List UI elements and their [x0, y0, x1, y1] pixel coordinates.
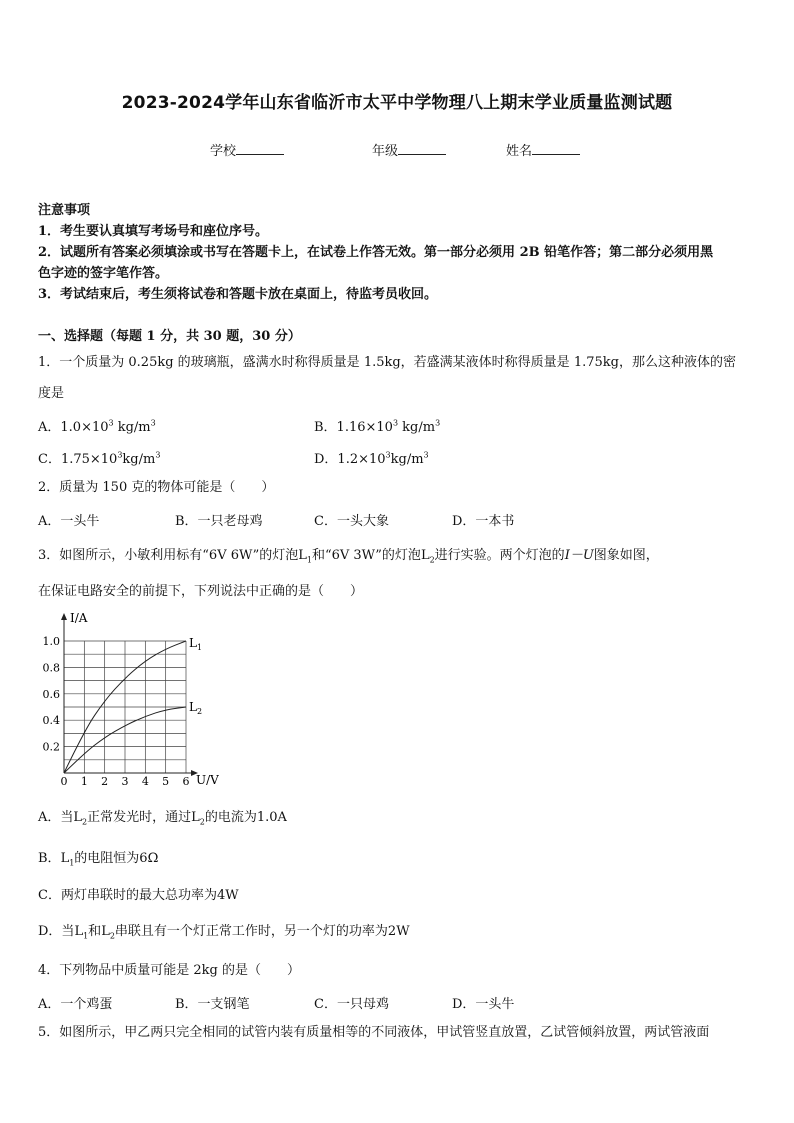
q2-option-b: B．一只老母鸡 [175, 514, 263, 529]
name-label: 姓名 [506, 144, 533, 159]
x-tick-label: 6 [182, 775, 190, 788]
y-axis-label: I/A [70, 611, 88, 625]
x-tick-label: 1 [80, 775, 88, 788]
q1-option-a: A．$1.0\times 10^3$ $kg/m^3$ [38, 418, 156, 435]
notice-item-2: 2．试题所有答案必须填涂或书写在答题卡上，在试卷上作答无效。第一部分必须用 2B 铅笔作答；第二部分必须用黑 [38, 245, 714, 260]
notice-heading: 注意事项 [38, 203, 91, 218]
x-tick-label: 3 [121, 775, 129, 788]
q1-option-c: C．$1.75\times 10^3kg/m^3$ [38, 450, 161, 467]
q3-option-c: C．两灯串联时的最大总功率为4W [38, 888, 239, 903]
q2-stem: 2．质量为 150 克的物体可能是（ ） [38, 480, 275, 495]
y-tick-label: 0.2 [42, 740, 60, 754]
section-heading: 一、选择题（每题 1 分，共 30 题，30 分） [38, 329, 301, 344]
school-blank [236, 142, 284, 155]
curve-l1-label: $L_1$ [189, 636, 203, 652]
q3-option-a: A．当$L_2$正常发光时，通过$L_2$的电流为1.0A [38, 810, 287, 827]
q1-stem: 1．一个质量为 0.25kg 的玻璃瓶，盛满水时称得质量是 1.5kg，若盛满某液体时称得质量是 1.75kg，那么这种液体的密 [38, 355, 736, 370]
q4-stem: 4．下列物品中质量可能是 2kg 的是（ ） [38, 963, 301, 978]
q1-option-d: D．$1.2\times 10^3kg/m^3$ [314, 450, 429, 467]
curve-l2-label: $L_2$ [189, 700, 203, 716]
school-label: 学校 [210, 144, 237, 159]
q2-option-c: C．一头大象 [314, 514, 389, 529]
q5-stem: 5．如图所示，甲乙两只完全相同的试管内装有质量相等的不同液体，甲试管竖直放置，乙试管倾斜放置，两试管液面 [38, 1025, 710, 1040]
q3-option-b: B．$L_1$的电阻恒为6Ω [38, 851, 159, 868]
x-tick-label: 5 [162, 775, 170, 788]
x-tick-label: 4 [141, 775, 149, 788]
x-tick-label: 0 [60, 775, 68, 788]
grade-label: 年级 [372, 144, 399, 159]
y-tick-label: 1.0 [42, 635, 60, 648]
grid [64, 641, 186, 773]
q1-stem-cont: 度是 [38, 386, 65, 401]
grade-field [372, 140, 446, 159]
name-blank [532, 142, 580, 155]
school-field [210, 140, 284, 159]
q4-option-a: A．一个鸡蛋 [38, 997, 113, 1012]
y-tick-label: 0.6 [42, 687, 60, 701]
q1-option-b: B．$1.16\times 10^3$ $kg/m^3$ [314, 418, 441, 435]
page-title: 2023-2024学年山东省临沂市太平中学物理八上期末学业质量监测试题 [121, 93, 673, 113]
y-axis-arrow [61, 613, 67, 620]
q4-option-c: C．一只母鸡 [314, 997, 389, 1012]
grade-blank [398, 142, 446, 155]
q3-stem-cont: 在保证电路安全的前提下，下列说法中正确的是（ ） [38, 584, 364, 599]
q4-option-d: D．一头牛 [452, 997, 515, 1012]
q3-option-d: D．当$L_1$和$L_2$串联且有一个灯正常工作时，另一个灯的功率为2W [38, 924, 410, 941]
name-field [506, 140, 580, 159]
x-tick-label: 2 [101, 775, 109, 788]
y-tick-label: 0.8 [42, 661, 60, 675]
y-tick-label: 0.4 [42, 714, 60, 728]
x-axis-label: U/V [196, 773, 219, 787]
q2-option-d: D．一本书 [452, 514, 515, 529]
iu-graph [30, 605, 230, 795]
notice-item-3: 3．考试结束后，考生须将试卷和答题卡放在桌面上，待监考员收回。 [38, 287, 438, 302]
q3-stem: 3．如图所示，小敏利用标有“6V 6W”的灯泡$L_1$和“6V 3W”的灯泡$L_2$进行实验。两个灯泡的I－U图象如图， [38, 548, 659, 565]
q4-option-b: B．一支钢笔 [175, 997, 250, 1012]
notice-item-1: 1．考生要认真填写考场号和座位序号。 [38, 224, 269, 239]
notice-item-2-cont: 色字迹的签字笔作答。 [38, 266, 169, 281]
q2-option-a: A．一头牛 [38, 514, 100, 529]
